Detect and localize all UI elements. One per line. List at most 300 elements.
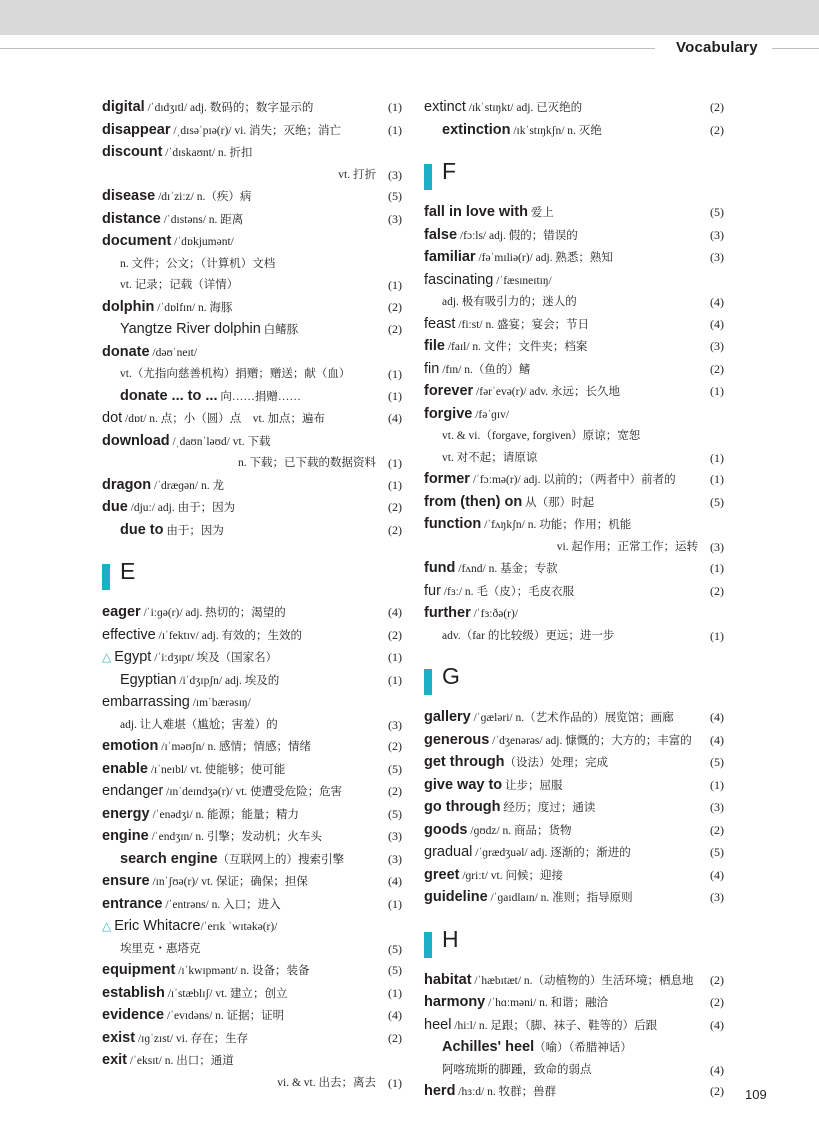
letter-heading-text: H [442,925,459,952]
definition: /fiːst/ n. 盛宴；宴会；节日 [455,318,589,331]
definition: /ɪɡˈzɪst/ vi. 存在；生存 [135,1032,249,1045]
letter-marker-bar [424,164,432,190]
definition: /ɡʊdz/ n. 商品；货物 [467,824,572,837]
vocab-entry [102,849,402,872]
headword: give way to [424,776,503,793]
headword: Yangtze River dolphin [120,321,261,337]
unit-number: (3) [710,227,724,242]
definition: /ˈdɒkjumənt/ [171,236,234,248]
entry-continuation [424,1060,724,1082]
headword: search engine [120,850,218,867]
vocab-entry [424,865,724,888]
headword: feast [424,315,456,332]
unit-number: (3) [710,800,724,814]
unit-number: (4) [710,1062,724,1077]
unit-number: (1) [388,650,402,664]
definition: vt. 对不起；请原谅 [442,451,538,464]
vocab-entry [424,992,724,1015]
headword: discount [102,144,163,160]
headword: greet [424,866,460,883]
headword: donate [102,343,150,360]
headword: Egyptian [120,671,177,688]
entry-continuation [424,426,724,448]
definition: /djuː/ adj. 由于；因为 [127,502,236,514]
definition: /ˈenədʒi/ n. 能源；能量；精力 [149,808,300,821]
headword: embarrassing [102,694,190,710]
vocab-entry [424,887,724,910]
unit-number: (2) [710,1084,724,1098]
definition: /dəʊˈneɪt/ [149,346,198,359]
unit-number: (1) [388,896,402,911]
letter-heading-text: G [442,663,460,689]
definition: /ˈevɪdəns/ n. 证据；证明 [164,1010,285,1022]
definition: /ˈfɔːmə(r)/ adj. 以前的；（两者中）前者的 [469,474,676,486]
vocab-entry [424,492,724,515]
headword: Egypt [114,649,152,665]
unit-number: (1) [388,278,402,292]
vocab-entry [102,826,402,849]
definition: /ˈdɪdʒɪtl/ adj. 数码的；数字显示的 [144,102,314,114]
headword: emotion [102,738,159,754]
unit-number: (1) [388,1075,402,1090]
vocabulary-column-left [102,97,402,1094]
headword: from (then) on [424,493,523,510]
vocab-entry [102,342,402,365]
definition: 阿喀琉斯的脚踵，致命的弱点 [442,1063,592,1076]
headword: disappear [102,121,171,138]
definition: /faɪl/ n. 文件；文件夹；档案 [444,341,588,353]
definition: /ˈentrəns/ n. 入口；进入 [162,898,281,911]
headword: ensure [102,873,150,889]
unit-number: (5) [388,963,402,977]
header-rule-right [772,48,819,49]
unit-number: (1) [388,477,402,492]
vocab-entry [424,820,724,843]
unit-number: (5) [388,189,402,203]
entry-continuation [102,165,402,187]
unit-number: (4) [710,316,724,331]
vocab-entry [424,775,724,798]
entry-continuation [102,254,402,276]
unit-number: (2) [388,522,402,537]
vocab-entry [102,983,402,1006]
definition: /ɪˈstæblɪʃ/ vt. 建立；创立 [164,987,288,1000]
headword: enable [102,760,148,777]
unit-number: (1) [388,985,402,1000]
unit-number: (5) [710,845,724,859]
definition: /fɜː/ n. 毛（皮）；毛皮衣服 [440,585,575,598]
headword: digital [102,99,145,115]
definition: /ɪmˈbærəsɪŋ/ [189,697,251,709]
vocab-entry [424,359,724,382]
headword: forever [424,383,474,399]
entry-continuation [102,364,402,386]
headword: herd [424,1083,456,1099]
vocab-entry [102,602,402,625]
unit-number: (2) [388,1030,402,1045]
vocab-entry [102,231,402,254]
unit-number: (2) [710,122,724,137]
definition: vt.（尤指向慈善机构）捐赠；赠送；献（血） [120,368,351,380]
unit-number: (1) [710,450,724,465]
unit-number: (1) [388,388,402,403]
vocab-entry [102,142,402,165]
entry-continuation [102,939,402,961]
vocab-entry [424,752,724,775]
definition: vt. 记录；记载（详情） [120,279,239,291]
vocab-entry [424,707,724,730]
definition: 让步；屈服 [502,779,563,792]
top-band [0,0,819,35]
definition: /ɪˈməʊʃn/ n. 感情；情感；情绪 [158,741,311,753]
headword: further [424,605,471,621]
definition: /ˈɡæləri/ n.（艺术作品的）展览馆；画廊 [470,712,674,724]
headword: forgive [424,405,473,422]
headword: exit [102,1052,127,1068]
headword: generous [424,731,490,748]
unit-number: (1) [388,456,402,470]
vocab-entry [424,970,724,993]
unit-number: (2) [388,784,402,798]
letter-marker-bar [424,932,432,958]
unit-number: (4) [710,710,724,724]
letter-heading [424,150,724,202]
unit-number: (4) [710,295,724,309]
vocab-entry [424,558,724,581]
definition: /ˌdaʊnˈləʊd/ vt. 下载 [169,435,271,448]
headword: Eric Whitacre [114,918,201,934]
headword: endanger [102,783,164,799]
letter-heading-text: F [442,158,457,184]
definition: （喻）（希腊神话） [534,1042,632,1054]
entry-continuation [424,626,724,648]
vocab-entry [102,120,402,143]
headword: function [424,516,482,532]
triangle-icon: △ [102,650,112,664]
unit-number: (3) [388,717,402,732]
vocab-entry [102,386,402,409]
definition: 向……捐赠…… [217,390,301,403]
headword: guideline [424,889,488,905]
page-number: 109 [745,1087,767,1102]
definition: /ˈiːɡə(r)/ adj. 热切的；渴望的 [140,607,286,619]
definition: /ˌdɪsəˈpɪə(r)/ vi. 消失；灭绝；消亡 [170,124,342,137]
vocab-entry [424,1015,724,1038]
vocab-entry [102,871,402,894]
unit-number: (3) [710,339,724,353]
definition: /ˈhɑːməni/ n. 和谐；融洽 [485,997,609,1009]
vocab-entry [102,625,402,648]
headword: disease [102,188,156,204]
headword: dolphin [102,298,155,315]
headword: Achilles' heel [442,1039,535,1055]
unit-number: (2) [388,299,402,314]
headword: equipment [102,962,176,978]
vocab-entry [102,647,402,670]
unit-number: (3) [710,539,724,554]
headword: gradual [424,844,473,860]
unit-number: (3) [710,250,724,264]
definition: /ˈdɒlfɪn/ n. 海豚 [154,301,233,314]
definition: /ˈdɪskaʊnt/ n. 折扣 [162,147,253,159]
headword: entrance [102,895,163,912]
unit-number: (4) [710,732,724,747]
definition: /fʌnd/ n. 基金；专款 [455,563,558,575]
vocab-entry [102,894,402,917]
headword: energy [102,805,150,822]
unit-number: (5) [388,761,402,776]
headword: effective [102,626,156,643]
unit-number: (5) [388,941,402,956]
definition: adj. 让人难堪（尴尬；害羞）的 [120,718,278,731]
vocabulary-column-right [424,97,724,1104]
definition: n. 文件；公文；（计算机）文档 [120,257,276,270]
definition: /fəˈɡɪv/ [472,408,510,421]
headword: extinct [424,99,466,115]
definition: （互联网上的）搜索引擎 [217,853,345,866]
entry-continuation [102,1073,402,1095]
triangle-icon: △ [102,919,112,933]
unit-number: (2) [710,583,724,598]
unit-number: (4) [388,411,402,425]
unit-number: (4) [388,874,402,888]
headword: download [102,432,170,449]
vocab-entry [102,781,402,804]
headword: due to [120,521,164,538]
definition: /ˈhæbɪtæt/ n.（动植物的）生活环境；栖息地 [471,974,694,987]
unit-number: (1) [710,384,724,398]
vocab-entry [424,120,724,143]
unit-number: (3) [388,829,402,843]
headword: exist [102,1029,136,1046]
header-rule [0,48,655,49]
vocab-entry [424,381,724,404]
unit-number: (2) [710,995,724,1009]
headword: familiar [424,249,476,265]
definition: /hɜːd/ n. 牧群；兽群 [455,1086,557,1098]
letter-heading-text: E [120,558,136,584]
headword: goods [424,821,468,838]
vocab-entry [424,730,724,753]
vocab-entry [424,1081,724,1104]
letter-marker-bar [102,564,110,590]
definition: vt. 打折 [338,168,376,181]
unit-number: (4) [710,1017,724,1032]
headword: evidence [102,1007,165,1023]
headword: get through [424,754,505,770]
definition: （设法）处理；完成 [504,757,609,769]
definition: /ˈɡaɪdlaɪn/ n. 准则；指导原则 [487,892,633,904]
entry-continuation [424,537,724,559]
unit-number: (2) [710,361,724,376]
vocab-entry [102,1005,402,1028]
vocab-entry [424,842,724,865]
letter-heading [102,550,402,602]
vocab-entry [102,297,402,320]
definition: /fəˈmɪliə(r)/ adj. 熟悉；熟知 [475,252,613,264]
definition: /ˈɡrædʒuəl/ adj. 逐渐的；渐进的 [472,847,631,859]
vocab-entry [424,1037,724,1060]
definition: /ˈdræɡən/ n. 龙 [151,479,224,492]
letter-heading [424,655,724,707]
definition: 爱上 [527,207,554,219]
definition: vt. & vi.（forgave, forgiven）原谅；宽恕 [442,430,641,442]
unit-number: (2) [710,972,724,987]
definition: /ɪˈkwɪpmənt/ n. 设备；装备 [175,965,310,977]
vocab-entry [102,186,402,209]
headword: fin [424,360,440,377]
definition: /ɪnˈdeɪndʒə(r)/ vt. 使遭受危险；危害 [163,786,343,798]
definition: /fərˈevə(r)/ adv. 永远；长久地 [473,386,620,398]
headword: habitat [424,971,472,988]
vocab-entry [424,247,724,270]
headword: false [424,226,458,243]
definition: /ɪˈneɪbl/ vt. 使能够；使可能 [147,763,286,776]
vocab-entry [424,469,724,492]
definition: /ˈiːdʒɪpt/ 埃及（国家名） [151,652,278,664]
vocab-entry [424,514,724,537]
vocab-entry [102,408,402,431]
definition: vi. 起作用；正常工作；运转 [556,540,698,553]
headword: go through [424,799,501,815]
unit-number: (2) [388,627,402,642]
unit-number: (1) [388,100,402,114]
unit-number: (2) [388,500,402,514]
entry-continuation [102,453,402,475]
unit-number: (1) [388,367,402,381]
vocab-entry [102,960,402,983]
letter-marker-bar [424,669,432,695]
vocab-entry [102,759,402,782]
unit-number: (1) [710,628,724,643]
unit-number: (5) [710,205,724,219]
vocab-entry [102,736,402,759]
definition: /ˈdʒenərəs/ adj. 慷慨的；大方的；丰富的 [489,734,692,747]
unit-number: (4) [388,1008,402,1022]
entry-continuation [102,715,402,737]
definition: /fɪn/ n.（鱼的）鳍 [439,363,531,376]
headword: distance [102,210,161,227]
unit-number: (1) [388,672,402,687]
unit-number: (1) [710,777,724,792]
headword: dragon [102,476,152,493]
section-title: Vocabulary [676,39,758,56]
vocab-entry [102,209,402,232]
definition: 从（那）时起 [522,496,595,509]
entry-continuation [102,275,402,297]
vocab-entry [102,916,402,939]
vocab-entry [102,692,402,715]
unit-number: (5) [710,494,724,509]
unit-number: (1) [710,561,724,575]
headword: engine [102,828,149,844]
vocab-entry [424,581,724,604]
headword: establish [102,984,165,1001]
headword: harmony [424,994,486,1010]
definition: /ɪˈfektɪv/ adj. 有效的；生效的 [155,629,303,642]
definition: /hiːl/ n. 足跟；（脚、袜子、鞋等的）后跟 [451,1019,658,1032]
definition: adv.（far 的比较级）更远；进一步 [442,629,615,642]
unit-number: (2) [388,322,402,336]
definition: /ˈeksɪt/ n. 出口；通道 [127,1055,234,1067]
definition: /ˈfɜːðə(r)/ [470,608,519,620]
vocab-entry [102,1050,402,1073]
definition: n. 下载；已下载的数据资料 [238,457,376,469]
definition: 白鳍豚 [260,324,299,336]
headword: former [424,471,470,487]
definition: /ˈdɪstəns/ n. 距离 [160,213,244,226]
headword: extinction [442,121,511,138]
vocab-entry [102,804,402,827]
definition: /iˈdʒɪpʃn/ adj. 埃及的 [176,674,280,687]
definition: /ˈfʌŋkʃn/ n. 功能；作用；机能 [481,519,632,531]
unit-number: (4) [710,867,724,882]
vocab-entry [424,603,724,626]
unit-number: (2) [710,822,724,837]
unit-number: (5) [388,806,402,821]
vocab-entry [102,670,402,693]
definition: /ɪnˈʃʊə(r)/ vt. 保证；确保；担保 [149,876,308,888]
letter-heading [424,918,724,970]
headword: fur [424,582,441,599]
definition: /ˈerɪk ˈwɪtəkə(r)/ [200,921,278,933]
entry-continuation [424,292,724,314]
definition: /ɪkˈstɪŋkt/ adj. 已灭绝的 [465,102,583,114]
headword: fund [424,560,456,576]
definition: adj. 极有吸引力的；迷人的 [442,296,577,308]
vocab-entry [424,404,724,427]
vocab-entry [102,520,402,543]
vocab-entry [102,1028,402,1051]
vocab-entry [424,270,724,293]
vocab-entry [102,97,402,120]
vocab-entry [424,97,724,120]
unit-number: (3) [388,211,402,226]
vocab-entry [424,225,724,248]
definition: /dɪˈziːz/ n.（疾）病 [155,191,252,203]
entry-continuation [424,448,724,470]
definition: vi. & vt. 出去；离去 [277,1076,376,1089]
unit-number: (4) [388,605,402,619]
headword: eager [102,604,141,620]
headword: fall in love with [424,204,528,220]
headword: dot [102,410,123,426]
vocab-entry [424,336,724,359]
vocab-entry [424,202,724,225]
unit-number: (2) [710,100,724,114]
vocab-entry [424,314,724,337]
vocab-entry [102,319,402,342]
vocab-entry [424,797,724,820]
unit-number: (3) [388,851,402,866]
unit-number: (1) [710,472,724,486]
definition: /ˈendʒɪn/ n. 引擎；发动机；火车头 [148,831,322,843]
definition: /ɡriːt/ vt. 问候；迎接 [459,869,563,882]
headword: heel [424,1016,452,1033]
unit-number: (3) [388,167,402,182]
vocab-entry [102,475,402,498]
headword: due [102,499,128,515]
definition: 经历；度过；通读 [500,802,596,814]
headword: document [102,233,172,249]
definition: /ˈfæsɪneɪtɪŋ/ [493,274,552,287]
vocab-entry [102,431,402,454]
headword: fascinating [424,271,494,288]
vocab-entry [102,497,402,520]
unit-number: (3) [710,890,724,904]
headword: file [424,338,445,354]
definition: 由于；因为 [163,524,224,537]
